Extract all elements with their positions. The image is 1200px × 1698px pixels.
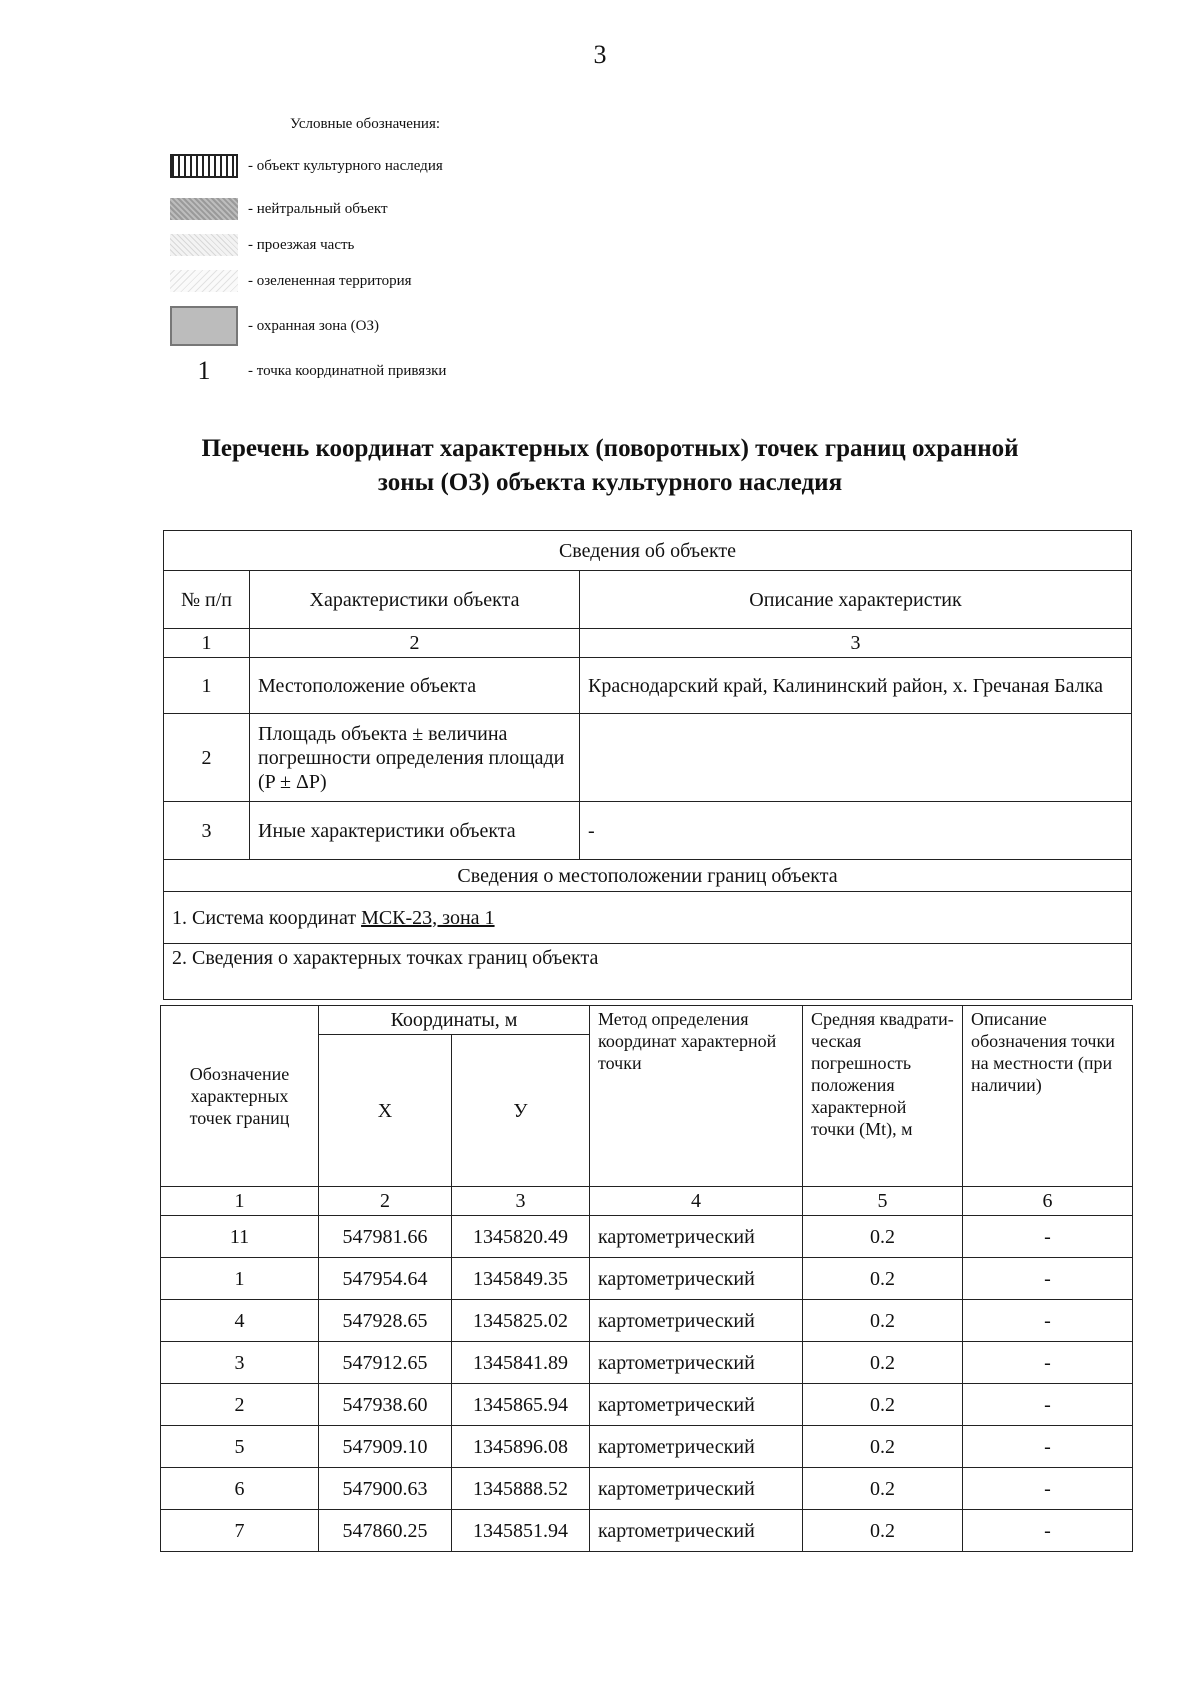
points-info-label: 2. Сведения о характерных точках границ объекта [164, 944, 1132, 1000]
point-y: 1345851.94 [452, 1510, 590, 1552]
point-method: картометрический [590, 1468, 803, 1510]
index-cell: 3 [580, 629, 1132, 658]
point-id: 5 [161, 1426, 319, 1468]
index-cell: 4 [590, 1187, 803, 1216]
point-x: 547860.25 [319, 1510, 452, 1552]
legend-item-okn [170, 154, 443, 178]
legend-title: Условные обозначения: [290, 116, 441, 132]
point-description: - [963, 1216, 1133, 1258]
points-table-body [161, 1216, 1133, 1552]
point-description: - [963, 1342, 1133, 1384]
point-id: 6 [161, 1468, 319, 1510]
table-row [164, 714, 1132, 802]
index-cell: 6 [963, 1187, 1133, 1216]
row-number: 2 [164, 714, 250, 802]
table-row [161, 1300, 1133, 1342]
point-y: 1345841.89 [452, 1342, 590, 1384]
legend-item-point [170, 356, 446, 386]
col-method-header: Метод определения координат характерной точки [590, 1006, 803, 1187]
table-row [164, 658, 1132, 714]
point-error: 0.2 [803, 1426, 963, 1468]
table-row [161, 1258, 1133, 1300]
table-row [161, 1216, 1133, 1258]
legend-item-road [170, 234, 354, 256]
document-title [160, 432, 1060, 500]
table-row [161, 1342, 1133, 1384]
point-description: - [963, 1468, 1133, 1510]
point-error: 0.2 [803, 1384, 963, 1426]
point-y: 1345849.35 [452, 1258, 590, 1300]
point-method: картометрический [590, 1384, 803, 1426]
neutral-object-icon [170, 198, 238, 220]
point-method: картометрический [590, 1342, 803, 1384]
point-error: 0.2 [803, 1510, 963, 1552]
legend-label: - охранная зона (ОЗ) [248, 317, 380, 334]
coordinate-system [164, 892, 1132, 944]
legend-label: - точка координатной привязки [248, 362, 447, 379]
row-number: 1 [164, 658, 250, 714]
col-y-header: У [452, 1035, 590, 1187]
col-number-header: № п/п [164, 571, 250, 629]
point-x: 547928.65 [319, 1300, 452, 1342]
point-x: 547912.65 [319, 1342, 452, 1384]
legend-label: - проезжая часть [248, 236, 355, 253]
point-error: 0.2 [803, 1258, 963, 1300]
okn-hatch-icon [170, 154, 238, 178]
col-error-header: Средняя квадрати-ческая погрешность положения характерной точки (Mt), м [803, 1006, 963, 1187]
point-description: - [963, 1426, 1133, 1468]
point-method: картометрический [590, 1216, 803, 1258]
col-location-description-header: Описание обозначения точки на местности (при наличии) [963, 1006, 1133, 1187]
object-info-header: Сведения об объекте [164, 531, 1132, 571]
reference-point-icon: 1 [197, 356, 211, 385]
point-id: 2 [161, 1384, 319, 1426]
point-y: 1345825.02 [452, 1300, 590, 1342]
coordinate-system-value: МСК-23, зона 1 [361, 906, 495, 929]
row-characteristic: Местоположение объекта [250, 658, 580, 714]
point-x: 547954.64 [319, 1258, 452, 1300]
point-x: 547909.10 [319, 1426, 452, 1468]
col-coordinates-header: Координаты, м [319, 1006, 590, 1035]
legend-item-neutral [170, 198, 388, 220]
point-y: 1345888.52 [452, 1468, 590, 1510]
object-info-table [163, 530, 1132, 1000]
point-description: - [963, 1384, 1133, 1426]
index-cell: 3 [452, 1187, 590, 1216]
legend-item-zone [170, 306, 379, 346]
row-description: Краснодарский край, Калининский район, х. Гречаная Балка [580, 658, 1132, 714]
row-characteristic: Иные характеристики объекта [250, 802, 580, 860]
protection-zone-icon [170, 306, 238, 346]
road-icon [170, 234, 238, 256]
point-description: - [963, 1510, 1133, 1552]
coordinate-system-label: 1. Система координат [172, 906, 357, 929]
point-id: 4 [161, 1300, 319, 1342]
col-description-header: Описание характеристик [580, 571, 1132, 629]
index-cell: 5 [803, 1187, 963, 1216]
point-x: 547981.66 [319, 1216, 452, 1258]
table-row [161, 1426, 1133, 1468]
table-row [161, 1384, 1133, 1426]
index-cell: 2 [319, 1187, 452, 1216]
point-error: 0.2 [803, 1342, 963, 1384]
location-header: Сведения о местоположении границ объекта [164, 860, 1132, 892]
point-method: картометрический [590, 1426, 803, 1468]
point-y: 1345820.49 [452, 1216, 590, 1258]
point-id: 1 [161, 1258, 319, 1300]
col-x-header: X [319, 1035, 452, 1187]
col-designation-header: Обозначение характерных точек границ [161, 1006, 319, 1187]
index-cell: 1 [164, 629, 250, 658]
point-id: 3 [161, 1342, 319, 1384]
point-id: 11 [161, 1216, 319, 1258]
point-x: 547900.63 [319, 1468, 452, 1510]
legend-label: - объект культурного наследия [248, 157, 443, 174]
point-method: картометрический [590, 1258, 803, 1300]
page-number: 3 [593, 40, 607, 69]
point-x: 547938.60 [319, 1384, 452, 1426]
document-title-line-2: зоны (ОЗ) объекта культурного наследия [377, 469, 843, 496]
row-number: 3 [164, 802, 250, 860]
document-title-line-1: Перечень координат характерных (поворотных) точек границ охранной [201, 435, 1019, 462]
point-error: 0.2 [803, 1300, 963, 1342]
point-id: 7 [161, 1510, 319, 1552]
row-characteristic: Площадь объекта ± величина погрешности определения площади (P ± ΔP) [250, 714, 580, 802]
table-row [161, 1468, 1133, 1510]
row-description: - [580, 802, 1132, 860]
col-characteristics-header: Характеристики объекта [250, 571, 580, 629]
table-row [164, 802, 1132, 860]
green-area-icon [170, 270, 238, 292]
legend-item-green [170, 270, 412, 292]
point-description: - [963, 1258, 1133, 1300]
point-method: картометрический [590, 1300, 803, 1342]
row-description [580, 714, 1132, 802]
point-y: 1345865.94 [452, 1384, 590, 1426]
table-row [161, 1510, 1133, 1552]
index-cell: 1 [161, 1187, 319, 1216]
point-method: картометрический [590, 1510, 803, 1552]
index-cell: 2 [250, 629, 580, 658]
points-table [160, 1005, 1133, 1552]
point-error: 0.2 [803, 1468, 963, 1510]
point-error: 0.2 [803, 1216, 963, 1258]
point-y: 1345896.08 [452, 1426, 590, 1468]
point-description: - [963, 1300, 1133, 1342]
legend-label: - озелененная территория [248, 272, 412, 289]
legend-label: - нейтральный объект [248, 200, 388, 217]
